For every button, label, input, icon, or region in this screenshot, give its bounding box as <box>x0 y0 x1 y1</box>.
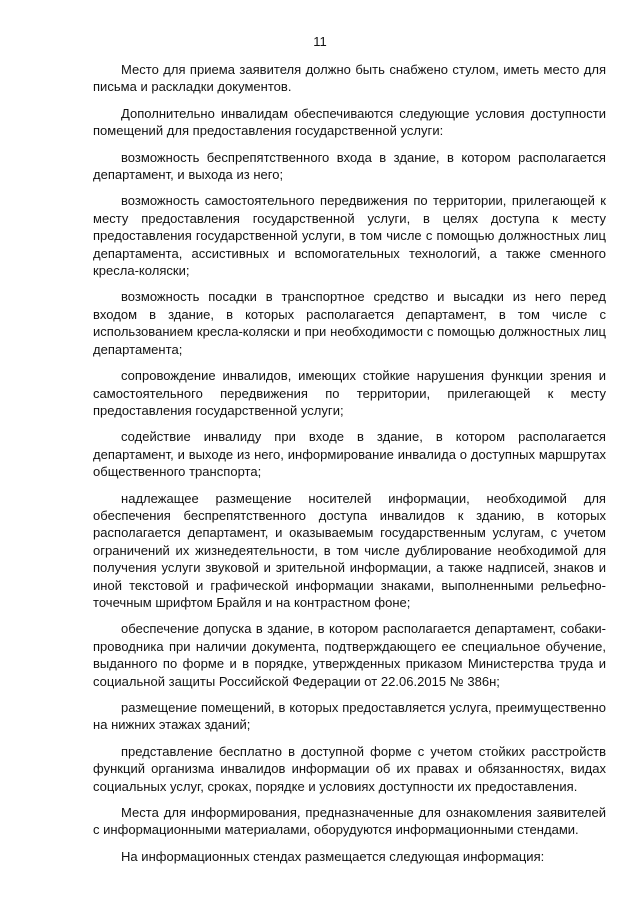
paragraph-lower-floors: размещение помещений, в которых предоставляется услуга, преимущественно на нижних этажах зданий; <box>93 700 606 733</box>
paragraph-reception-place: Место для приема заявителя должно быть снабжено стулом, иметь место для письма и раскладки документов. <box>93 62 606 95</box>
paragraph-entrance-exit: возможность беспрепятственного входа в здание, в котором располагается департамент, и выхода из него; <box>93 149 606 183</box>
paragraph-guide-dog: обеспечение допуска в здание, в котором располагается департамент, собаки-проводника при наличии документа, подтверждающего ее специальное обучение, выданного по форме и в порядке, утвержденных приказом Министерства труда и социальной защиты Российской Федерации от 22.06.2015 № 386н; <box>93 621 606 689</box>
paragraph-information-carriers: надлежащее размещение носителей информации, необходимой для обеспечения беспрепятственного доступа инвалидов к зданию, в которых располагается департамент, и оказываемым государственным услугам, с учетом ограничений их жизнедеятельности, в том числе дублирование необходимой для получения услуги звуковой и зрительной информации, а также надписей, знаков и иной текстовой и графической информации знаками, выполненными рельефно-точечным шрифтом Брайля и на контрастном фоне; <box>93 490 606 610</box>
paragraph-assistance-routes: содействие инвалиду при входе в здание, в котором располагается департамент, и выходе из него, информирование инвалида о доступных маршрутах общественного транспорта; <box>93 429 606 480</box>
paragraph-escort: сопровождение инвалидов, имеющих стойкие нарушения функции зрения и самостоятельного передвижения по территории, прилегающей к месту предоставления государственной услуги; <box>93 368 606 418</box>
paragraph-vehicle-boarding: возможность посадки в транспортное средство и высадки из него перед входом в здание, в которых располагается департамент, в том числе с использованием кресла-коляски и при необходимости с помощью должностных лиц департамента; <box>93 289 606 357</box>
page-number: 11 <box>313 34 327 49</box>
document-body <box>93 61 606 874</box>
paragraph-information-stands: Места для информирования, предназначенные для ознакомления заявителей с информационными материалами, оборудуются информационными стендами. <box>93 805 606 838</box>
paragraph-free-information: представление бесплатно в доступной форме с учетом стойких расстройств функций организма инвалидов информации об их правах и обязанностях, видах социальных услуг, сроках, порядке и условиях доступности их предоставления. <box>93 743 606 794</box>
paragraph-stand-contents: На информационных стендах размещается следующая информация: <box>121 848 545 864</box>
paragraph-accessibility-intro: Дополнительно инвалидам обеспечиваются следующие условия доступности помещений для предоставления государственной услуги: <box>93 105 606 139</box>
paragraph-independent-movement: возможность самостоятельного передвижения по территории, прилегающей к месту предоставления государственной услуги, в целях доступа к месту предоставления государственной услуги, в том числе с помощью должностных лиц департамента, ассистивных и вспомогательных технологий, а также сменного кресла-коляски; <box>93 193 606 279</box>
